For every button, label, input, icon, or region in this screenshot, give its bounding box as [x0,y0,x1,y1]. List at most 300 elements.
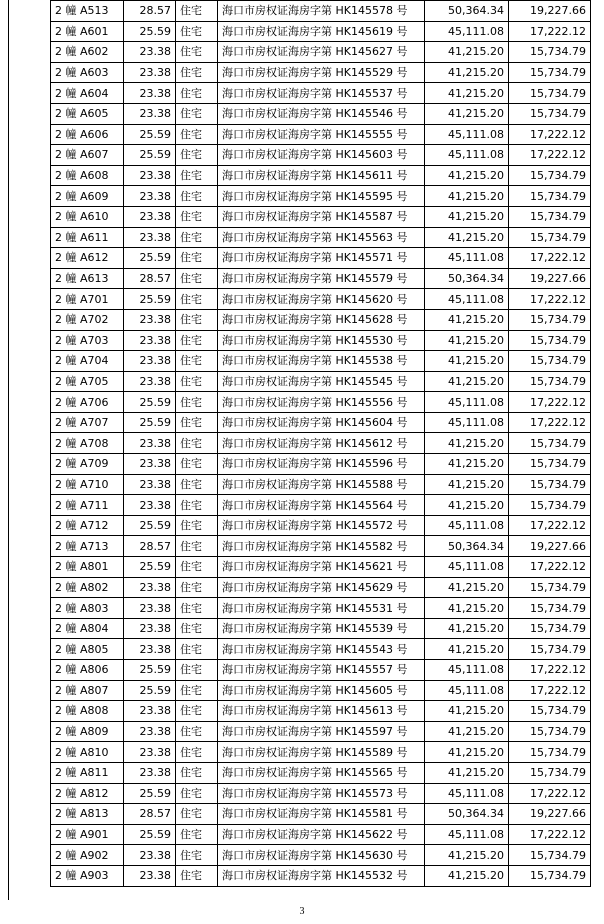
certificate-cell: 海口市房权证海房字第 HK145628 号 [218,309,425,330]
amount-cell: 15,734.79 [509,845,591,866]
table-row [51,495,591,516]
area-cell: 23.38 [124,330,176,351]
table-row [51,62,591,83]
area-cell: 23.38 [124,495,176,516]
amount-cell: 15,734.79 [509,598,591,619]
value-cell: 41,215.20 [425,83,509,104]
unit-cell: 2 幢 A810 [51,742,124,763]
amount-cell: 15,734.79 [509,371,591,392]
table-row [51,433,591,454]
table-row [51,309,591,330]
use-cell: 住宅 [176,62,218,83]
use-cell: 住宅 [176,42,218,63]
table-row [51,721,591,742]
use-cell: 住宅 [176,618,218,639]
table-row [51,680,591,701]
use-cell: 住宅 [176,742,218,763]
table-row [51,660,591,681]
amount-cell: 15,734.79 [509,83,591,104]
use-cell: 住宅 [176,824,218,845]
amount-cell: 17,222.12 [509,392,591,413]
value-cell: 45,111.08 [425,824,509,845]
unit-cell: 2 幢 A801 [51,557,124,578]
area-cell: 25.59 [124,145,176,166]
area-cell: 23.38 [124,351,176,372]
area-cell: 28.57 [124,536,176,557]
area-cell: 25.59 [124,248,176,269]
value-cell: 45,111.08 [425,392,509,413]
use-cell: 住宅 [176,804,218,825]
use-cell: 住宅 [176,392,218,413]
unit-cell: 2 幢 A802 [51,577,124,598]
area-cell: 23.38 [124,845,176,866]
use-cell: 住宅 [176,206,218,227]
certificate-cell: 海口市房权证海房字第 HK145619 号 [218,21,425,42]
amount-cell: 15,734.79 [509,309,591,330]
area-cell: 28.57 [124,804,176,825]
certificate-cell: 海口市房权证海房字第 HK145572 号 [218,515,425,536]
certificate-cell: 海口市房权证海房字第 HK145622 号 [218,824,425,845]
use-cell: 住宅 [176,186,218,207]
unit-cell: 2 幢 A808 [51,701,124,722]
table-row [51,42,591,63]
table-row [51,845,591,866]
unit-cell: 2 幢 A711 [51,495,124,516]
certificate-cell: 海口市房权证海房字第 HK145529 号 [218,62,425,83]
use-cell: 住宅 [176,557,218,578]
value-cell: 45,111.08 [425,660,509,681]
certificate-cell: 海口市房权证海房字第 HK145604 号 [218,412,425,433]
certificate-cell: 海口市房权证海房字第 HK145530 号 [218,330,425,351]
amount-cell: 15,734.79 [509,42,591,63]
use-cell: 住宅 [176,701,218,722]
value-cell: 41,215.20 [425,845,509,866]
certificate-cell: 海口市房权证海房字第 HK145596 号 [218,454,425,475]
area-cell: 25.59 [124,392,176,413]
area-cell: 23.38 [124,165,176,186]
table-row [51,103,591,124]
area-cell: 23.38 [124,474,176,495]
area-cell: 28.57 [124,1,176,22]
use-cell: 住宅 [176,248,218,269]
area-cell: 25.59 [124,124,176,145]
use-cell: 住宅 [176,83,218,104]
value-cell: 41,215.20 [425,474,509,495]
amount-cell: 17,222.12 [509,557,591,578]
amount-cell: 15,734.79 [509,351,591,372]
amount-cell: 15,734.79 [509,577,591,598]
area-cell: 23.38 [124,42,176,63]
table-row [51,145,591,166]
amount-cell: 15,734.79 [509,762,591,783]
value-cell: 41,215.20 [425,762,509,783]
unit-cell: 2 幢 A613 [51,268,124,289]
amount-cell: 15,734.79 [509,495,591,516]
certificate-cell: 海口市房权证海房字第 HK145563 号 [218,227,425,248]
unit-cell: 2 幢 A605 [51,103,124,124]
amount-cell: 15,734.79 [509,865,591,886]
certificate-cell: 海口市房权证海房字第 HK145579 号 [218,268,425,289]
table-row [51,577,591,598]
amount-cell: 15,734.79 [509,165,591,186]
area-cell: 23.38 [124,206,176,227]
table-row [51,783,591,804]
value-cell: 45,111.08 [425,289,509,310]
area-cell: 23.38 [124,186,176,207]
use-cell: 住宅 [176,330,218,351]
unit-cell: 2 幢 A706 [51,392,124,413]
value-cell: 41,215.20 [425,454,509,475]
area-cell: 23.38 [124,639,176,660]
table-row [51,392,591,413]
amount-cell: 17,222.12 [509,145,591,166]
table-row [51,701,591,722]
table-row [51,865,591,886]
amount-cell: 15,734.79 [509,701,591,722]
certificate-cell: 海口市房权证海房字第 HK145588 号 [218,474,425,495]
amount-cell: 15,734.79 [509,618,591,639]
use-cell: 住宅 [176,598,218,619]
use-cell: 住宅 [176,289,218,310]
table-row [51,536,591,557]
amount-cell: 17,222.12 [509,783,591,804]
amount-cell: 17,222.12 [509,21,591,42]
area-cell: 25.59 [124,557,176,578]
unit-cell: 2 幢 A701 [51,289,124,310]
value-cell: 45,111.08 [425,557,509,578]
unit-cell: 2 幢 A609 [51,186,124,207]
amount-cell: 15,734.79 [509,186,591,207]
use-cell: 住宅 [176,454,218,475]
use-cell: 住宅 [176,145,218,166]
area-cell: 23.38 [124,371,176,392]
amount-cell: 17,222.12 [509,124,591,145]
amount-cell: 17,222.12 [509,660,591,681]
unit-cell: 2 幢 A806 [51,660,124,681]
unit-cell: 2 幢 A703 [51,330,124,351]
unit-cell: 2 幢 A812 [51,783,124,804]
value-cell: 41,215.20 [425,371,509,392]
certificate-cell: 海口市房权证海房字第 HK145538 号 [218,351,425,372]
use-cell: 住宅 [176,412,218,433]
area-cell: 23.38 [124,433,176,454]
certificate-cell: 海口市房权证海房字第 HK145545 号 [218,371,425,392]
use-cell: 住宅 [176,268,218,289]
amount-cell: 15,734.79 [509,639,591,660]
unit-cell: 2 幢 A804 [51,618,124,639]
table-row [51,330,591,351]
certificate-cell: 海口市房权证海房字第 HK145564 号 [218,495,425,516]
use-cell: 住宅 [176,165,218,186]
area-cell: 23.38 [124,742,176,763]
area-cell: 23.38 [124,721,176,742]
value-cell: 45,111.08 [425,145,509,166]
use-cell: 住宅 [176,660,218,681]
value-cell: 41,215.20 [425,309,509,330]
certificate-cell: 海口市房权证海房字第 HK145556 号 [218,392,425,413]
table-row [51,824,591,845]
certificate-cell: 海口市房权证海房字第 HK145582 号 [218,536,425,557]
value-cell: 45,111.08 [425,515,509,536]
amount-cell: 15,734.79 [509,721,591,742]
area-cell: 23.38 [124,865,176,886]
area-cell: 25.59 [124,289,176,310]
table-row [51,742,591,763]
value-cell: 50,364.34 [425,1,509,22]
area-cell: 25.59 [124,680,176,701]
use-cell: 住宅 [176,21,218,42]
use-cell: 住宅 [176,515,218,536]
value-cell: 41,215.20 [425,186,509,207]
value-cell: 41,215.20 [425,206,509,227]
amount-cell: 15,734.79 [509,474,591,495]
value-cell: 45,111.08 [425,248,509,269]
unit-cell: 2 幢 A610 [51,206,124,227]
area-cell: 28.57 [124,268,176,289]
value-cell: 41,215.20 [425,598,509,619]
unit-cell: 2 幢 A607 [51,145,124,166]
value-cell: 41,215.20 [425,865,509,886]
value-cell: 41,215.20 [425,330,509,351]
amount-cell: 19,227.66 [509,268,591,289]
certificate-cell: 海口市房权证海房字第 HK145587 号 [218,206,425,227]
value-cell: 41,215.20 [425,701,509,722]
table-row [51,371,591,392]
unit-cell: 2 幢 A603 [51,62,124,83]
area-cell: 23.38 [124,618,176,639]
use-cell: 住宅 [176,227,218,248]
ledger-body [51,1,591,887]
value-cell: 41,215.20 [425,721,509,742]
certificate-cell: 海口市房权证海房字第 HK145603 号 [218,145,425,166]
certificate-cell: 海口市房权证海房字第 HK145581 号 [218,804,425,825]
amount-cell: 15,734.79 [509,103,591,124]
certificate-cell: 海口市房权证海房字第 HK145597 号 [218,721,425,742]
value-cell: 41,215.20 [425,42,509,63]
area-cell: 23.38 [124,309,176,330]
use-cell: 住宅 [176,577,218,598]
certificate-cell: 海口市房权证海房字第 HK145605 号 [218,680,425,701]
use-cell: 住宅 [176,762,218,783]
table-row [51,124,591,145]
certificate-cell: 海口市房权证海房字第 HK145629 号 [218,577,425,598]
unit-cell: 2 幢 A611 [51,227,124,248]
amount-cell: 15,734.79 [509,454,591,475]
use-cell: 住宅 [176,433,218,454]
table-row [51,557,591,578]
table-row [51,474,591,495]
table-row [51,248,591,269]
table-row [51,412,591,433]
amount-cell: 15,734.79 [509,62,591,83]
certificate-cell: 海口市房权证海房字第 HK145595 号 [218,186,425,207]
value-cell: 41,215.20 [425,495,509,516]
table-row [51,83,591,104]
certificate-cell: 海口市房权证海房字第 HK145611 号 [218,165,425,186]
certificate-cell: 海口市房权证海房字第 HK145630 号 [218,845,425,866]
area-cell: 23.38 [124,701,176,722]
value-cell: 50,364.34 [425,268,509,289]
use-cell: 住宅 [176,536,218,557]
use-cell: 住宅 [176,309,218,330]
area-cell: 25.59 [124,824,176,845]
unit-cell: 2 幢 A712 [51,515,124,536]
value-cell: 45,111.08 [425,412,509,433]
unit-cell: 2 幢 A902 [51,845,124,866]
area-cell: 23.38 [124,454,176,475]
value-cell: 45,111.08 [425,124,509,145]
certificate-cell: 海口市房权证海房字第 HK145565 号 [218,762,425,783]
table-row [51,206,591,227]
area-cell: 23.38 [124,577,176,598]
value-cell: 41,215.20 [425,639,509,660]
use-cell: 住宅 [176,680,218,701]
amount-cell: 17,222.12 [509,412,591,433]
page-number: 3 [299,906,305,917]
use-cell: 住宅 [176,639,218,660]
amount-cell: 17,222.12 [509,680,591,701]
certificate-cell: 海口市房权证海房字第 HK145543 号 [218,639,425,660]
area-cell: 25.59 [124,515,176,536]
table-row [51,268,591,289]
use-cell: 住宅 [176,124,218,145]
unit-cell: 2 幢 A708 [51,433,124,454]
certificate-cell: 海口市房权证海房字第 HK145539 号 [218,618,425,639]
table-row [51,351,591,372]
table-row [51,639,591,660]
unit-cell: 2 幢 A606 [51,124,124,145]
value-cell: 45,111.08 [425,783,509,804]
area-cell: 23.38 [124,762,176,783]
table-row [51,618,591,639]
use-cell: 住宅 [176,721,218,742]
certificate-cell: 海口市房权证海房字第 HK145621 号 [218,557,425,578]
unit-cell: 2 幢 A710 [51,474,124,495]
amount-cell: 15,734.79 [509,227,591,248]
certificate-cell: 海口市房权证海房字第 HK145571 号 [218,248,425,269]
unit-cell: 2 幢 A811 [51,762,124,783]
use-cell: 住宅 [176,371,218,392]
unit-cell: 2 幢 A702 [51,309,124,330]
amount-cell: 15,734.79 [509,206,591,227]
table-row [51,598,591,619]
area-cell: 25.59 [124,783,176,804]
table-row [51,454,591,475]
certificate-cell: 海口市房权证海房字第 HK145620 号 [218,289,425,310]
value-cell: 41,215.20 [425,165,509,186]
unit-cell: 2 幢 A705 [51,371,124,392]
value-cell: 45,111.08 [425,680,509,701]
area-cell: 23.38 [124,83,176,104]
use-cell: 住宅 [176,103,218,124]
value-cell: 41,215.20 [425,103,509,124]
table-row [51,21,591,42]
unit-cell: 2 幢 A612 [51,248,124,269]
amount-cell: 19,227.66 [509,1,591,22]
value-cell: 41,215.20 [425,227,509,248]
unit-cell: 2 幢 A601 [51,21,124,42]
unit-cell: 2 幢 A901 [51,824,124,845]
value-cell: 41,215.20 [425,351,509,372]
unit-cell: 2 幢 A903 [51,865,124,886]
use-cell: 住宅 [176,783,218,804]
use-cell: 住宅 [176,865,218,886]
value-cell: 41,215.20 [425,742,509,763]
unit-cell: 2 幢 A709 [51,454,124,475]
certificate-cell: 海口市房权证海房字第 HK145555 号 [218,124,425,145]
unit-cell: 2 幢 A604 [51,83,124,104]
area-cell: 25.59 [124,660,176,681]
table-row [51,227,591,248]
table-row [51,186,591,207]
amount-cell: 17,222.12 [509,248,591,269]
value-cell: 41,215.20 [425,62,509,83]
property-ledger-table [50,0,591,887]
certificate-cell: 海口市房权证海房字第 HK145532 号 [218,865,425,886]
value-cell: 41,215.20 [425,433,509,454]
value-cell: 50,364.34 [425,804,509,825]
table-row [51,165,591,186]
certificate-cell: 海口市房权证海房字第 HK145573 号 [218,783,425,804]
amount-cell: 19,227.66 [509,536,591,557]
value-cell: 41,215.20 [425,618,509,639]
outer-table-left-border [8,0,9,900]
table-row [51,289,591,310]
certificate-cell: 海口市房权证海房字第 HK145531 号 [218,598,425,619]
value-cell: 50,364.34 [425,536,509,557]
unit-cell: 2 幢 A805 [51,639,124,660]
table-row [51,762,591,783]
certificate-cell: 海口市房权证海房字第 HK145578 号 [218,1,425,22]
amount-cell: 15,734.79 [509,433,591,454]
certificate-cell: 海口市房权证海房字第 HK145546 号 [218,103,425,124]
amount-cell: 15,734.79 [509,742,591,763]
use-cell: 住宅 [176,1,218,22]
area-cell: 25.59 [124,412,176,433]
unit-cell: 2 幢 A809 [51,721,124,742]
unit-cell: 2 幢 A707 [51,412,124,433]
unit-cell: 2 幢 A713 [51,536,124,557]
area-cell: 23.38 [124,62,176,83]
certificate-cell: 海口市房权证海房字第 HK145627 号 [218,42,425,63]
area-cell: 23.38 [124,598,176,619]
use-cell: 住宅 [176,495,218,516]
use-cell: 住宅 [176,351,218,372]
value-cell: 41,215.20 [425,577,509,598]
unit-cell: 2 幢 A513 [51,1,124,22]
area-cell: 23.38 [124,227,176,248]
table-row [51,515,591,536]
use-cell: 住宅 [176,474,218,495]
unit-cell: 2 幢 A602 [51,42,124,63]
amount-cell: 15,734.79 [509,330,591,351]
unit-cell: 2 幢 A608 [51,165,124,186]
area-cell: 23.38 [124,103,176,124]
use-cell: 住宅 [176,845,218,866]
unit-cell: 2 幢 A803 [51,598,124,619]
certificate-cell: 海口市房权证海房字第 HK145613 号 [218,701,425,722]
unit-cell: 2 幢 A813 [51,804,124,825]
certificate-cell: 海口市房权证海房字第 HK145612 号 [218,433,425,454]
amount-cell: 19,227.66 [509,804,591,825]
certificate-cell: 海口市房权证海房字第 HK145589 号 [218,742,425,763]
certificate-cell: 海口市房权证海房字第 HK145537 号 [218,83,425,104]
certificate-cell: 海口市房权证海房字第 HK145557 号 [218,660,425,681]
table-row [51,804,591,825]
table-row [51,1,591,22]
unit-cell: 2 幢 A704 [51,351,124,372]
unit-cell: 2 幢 A807 [51,680,124,701]
